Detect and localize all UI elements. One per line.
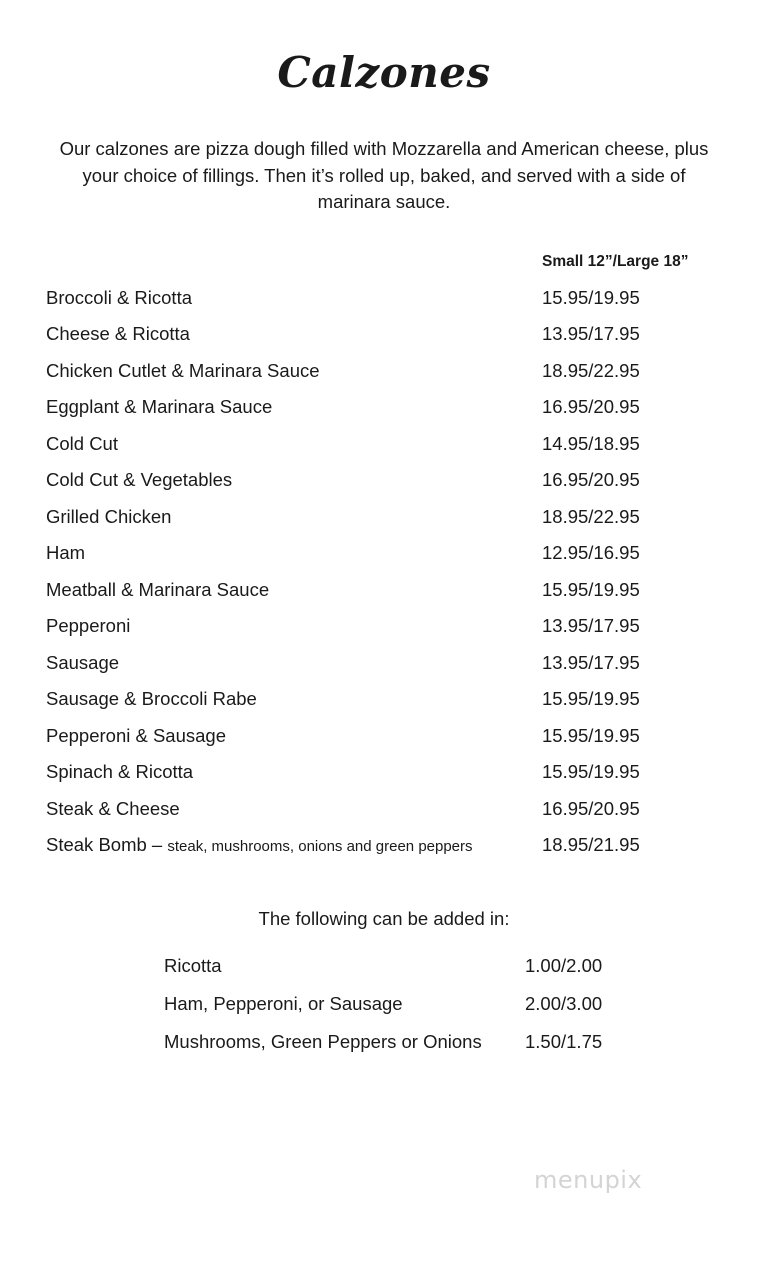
addin-price: 1.00/2.00 xyxy=(525,955,603,976)
item-price: 18.95/22.95 xyxy=(542,506,640,527)
item-price: 15.95/19.95 xyxy=(542,287,640,308)
item-name: Cheese & Ricotta xyxy=(46,323,190,344)
item-name: Grilled Chicken xyxy=(46,506,172,527)
item-name: Spinach & Ricotta xyxy=(46,761,194,782)
item-name: Cold Cut & Vegetables xyxy=(46,469,233,490)
item-description: steak, mushrooms, onions and green peppers xyxy=(167,838,473,855)
menu-item xyxy=(46,394,726,420)
item-price: 18.95/21.95 xyxy=(542,834,640,855)
addin-price: 2.00/3.00 xyxy=(525,993,603,1014)
item-price: 13.95/17.95 xyxy=(542,652,640,673)
addins-heading: The following can be added in: xyxy=(258,908,510,929)
addin-item xyxy=(164,1029,624,1055)
item-name: Sausage & Broccoli Rabe xyxy=(46,688,257,709)
item-price: 18.95/22.95 xyxy=(542,360,640,381)
menu-item xyxy=(46,577,726,603)
addin-name: Ham, Pepperoni, or Sausage xyxy=(164,993,403,1014)
addin-price: 1.50/1.75 xyxy=(525,1031,603,1052)
item-price: 15.95/19.95 xyxy=(542,579,640,600)
menu-item xyxy=(46,613,726,639)
item-price: 16.95/20.95 xyxy=(542,469,640,490)
item-name: Ham xyxy=(46,542,86,563)
item-name: Chicken Cutlet & Marinara Sauce xyxy=(46,360,320,381)
item-name: Pepperoni xyxy=(46,615,131,636)
item-price: 16.95/20.95 xyxy=(542,396,640,417)
menu-item xyxy=(46,431,726,457)
item-price: 14.95/18.95 xyxy=(542,433,640,454)
menu-item xyxy=(46,759,726,785)
menu-item xyxy=(46,540,726,566)
page-title: Calzones xyxy=(277,48,491,97)
menu-item xyxy=(46,650,726,676)
menu-item xyxy=(46,504,726,530)
item-price: 12.95/16.95 xyxy=(542,542,640,563)
item-price: 13.95/17.95 xyxy=(542,323,640,344)
menu-item xyxy=(46,467,726,493)
menu-item xyxy=(46,723,726,749)
addin-item xyxy=(164,953,624,979)
watermark: menupix xyxy=(534,1166,643,1194)
menu-item xyxy=(46,285,726,311)
item-name: Sausage xyxy=(46,652,120,673)
size-header: Small 12”/Large 18” xyxy=(542,253,689,270)
menu-item xyxy=(46,832,726,858)
menu-item xyxy=(46,686,726,712)
addin-name: Mushrooms, Green Peppers or Onions xyxy=(164,1031,482,1052)
item-name: Pepperoni & Sausage xyxy=(46,725,226,746)
menu-item xyxy=(46,796,726,822)
addin-name: Ricotta xyxy=(164,955,222,976)
intro-text: Our calzones are pizza dough filled with Mozzarella and American cheese, plus your choice of fillings. Then it’s rolled up, baked, and served with a side of marinara sauce. xyxy=(59,138,709,212)
item-name: Meatball & Marinara Sauce xyxy=(46,579,270,600)
addin-item xyxy=(164,991,624,1017)
item-price: 16.95/20.95 xyxy=(542,798,640,819)
item-price: 15.95/19.95 xyxy=(542,725,640,746)
item-name: Eggplant & Marinara Sauce xyxy=(46,396,273,417)
item-name: Cold Cut xyxy=(46,433,118,454)
item-price: 15.95/19.95 xyxy=(542,688,640,709)
menu-item xyxy=(46,358,726,384)
item-price: 15.95/19.95 xyxy=(542,761,640,782)
item-price: 13.95/17.95 xyxy=(542,615,640,636)
item-name: Steak & Cheese xyxy=(46,798,180,819)
item-name: Steak Bomb – steak, mushrooms, onions and green peppers xyxy=(46,834,473,855)
item-name: Broccoli & Ricotta xyxy=(46,287,192,308)
menu-item xyxy=(46,321,726,347)
